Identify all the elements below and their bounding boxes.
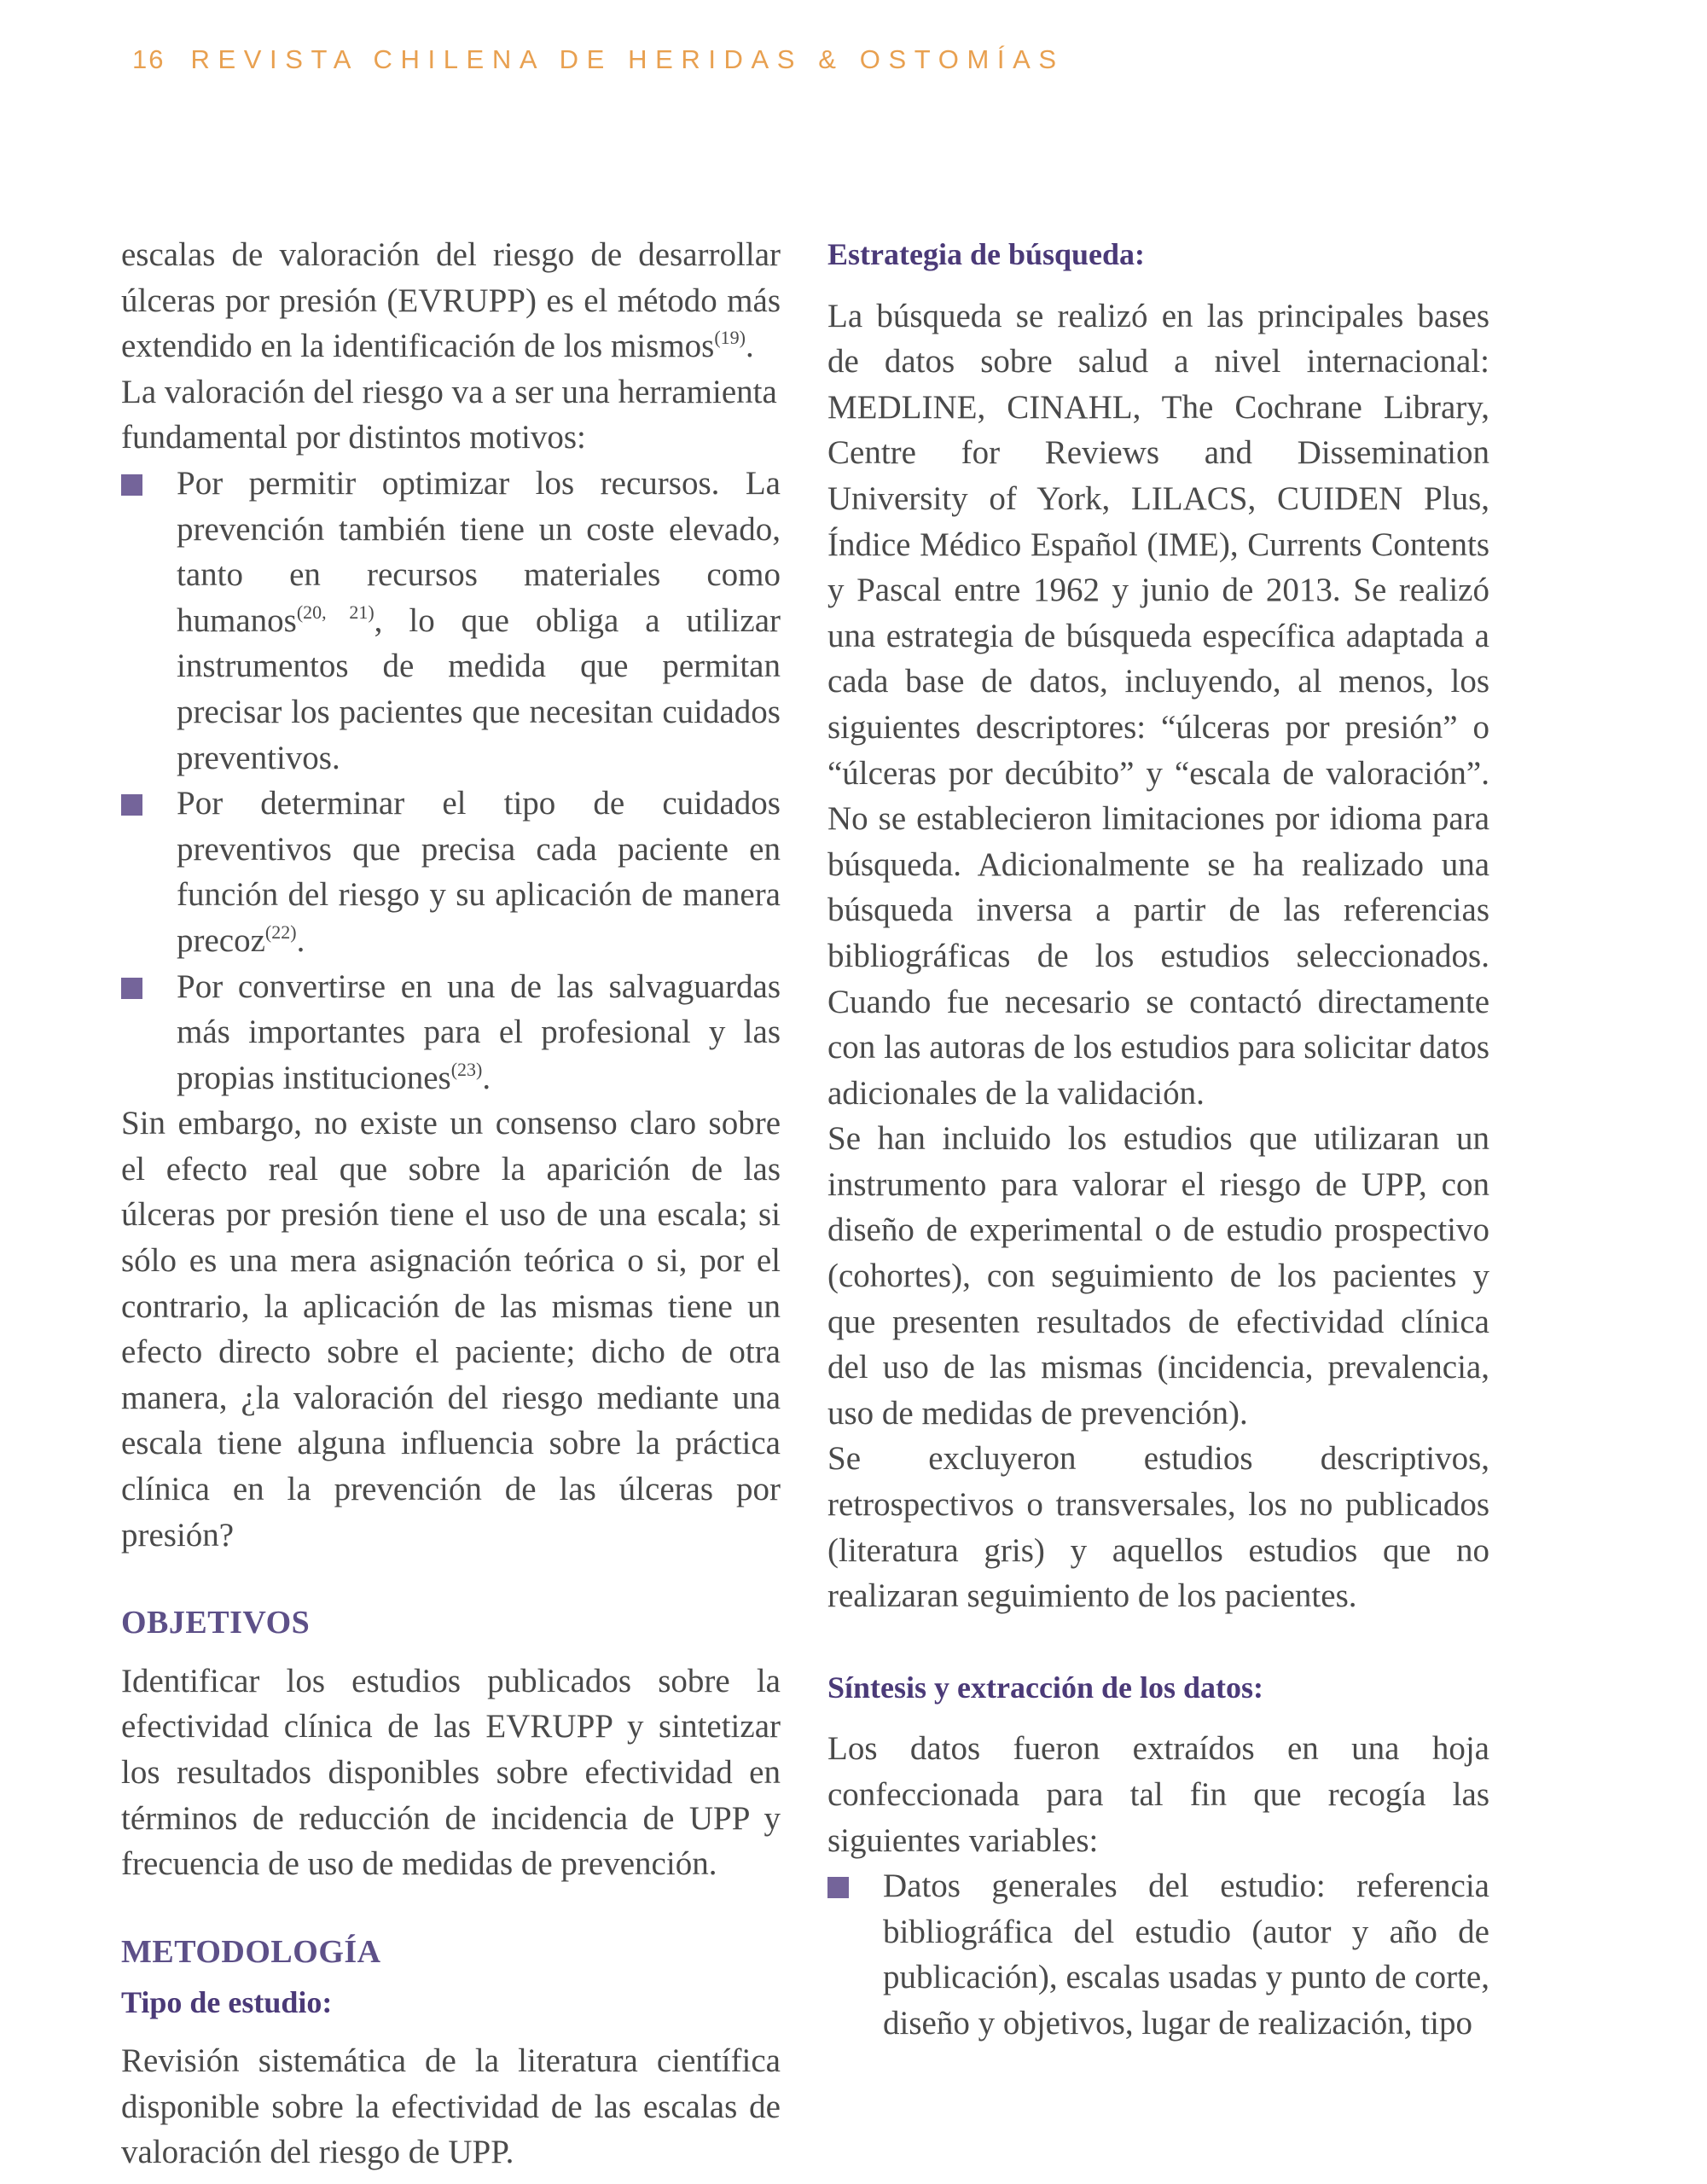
square-bullet-icon xyxy=(121,474,142,496)
bullet-text: Por convertirse en una de las salvaguardas más importantes para el profesional y las propias instituciones xyxy=(177,967,781,1096)
objetivos-paragraph: Identificar los estudios publicados sobre la efectividad clínica de las EVRUPP y sintetizar los resultados disponibles sobre efectividad en términos de reducción de incidencia de UPP y frecuencia de uso de medidas de prevención. xyxy=(121,1662,781,1883)
running-head xyxy=(132,44,1065,75)
list-item xyxy=(121,781,781,963)
intro-end: . xyxy=(746,328,754,365)
bullet-text-after: . xyxy=(482,1059,491,1096)
square-bullet-icon xyxy=(121,794,142,816)
motives-list xyxy=(121,461,781,1101)
estrategia-paragraph-2: Se han incluido los estudios que utilizaran un instrumento para valorar el riesgo de UPP, con diseño de experimental o de estudio prospectivo (cohortes), con seguimiento de los pacientes y que presenten resultados de efectividad clínica del uso de las mismas (incidencia, prevalencia, uso de medidas de prevención). xyxy=(827,1120,1489,1432)
bullet-text-after: . xyxy=(296,921,305,959)
citation-ref: (19) xyxy=(714,327,746,349)
motives-intro: La valoración del riesgo va a ser una herramienta fundamental por distintos motivos: xyxy=(121,373,777,456)
section-heading-metodologia: METODOLOGÍA xyxy=(121,1933,381,1970)
sintesis-paragraph: Los datos fueron extraídos en una hoja confeccionada para tal fin que recogía las siguientes variables: xyxy=(827,1730,1489,1859)
subheading-tipo-estudio: Tipo de estudio: xyxy=(121,1985,333,2020)
square-bullet-icon xyxy=(121,978,142,999)
bullet-text: Por determinar el tipo de cuidados preventivos que precisa cada paciente en función del riesgo y su aplicación de manera precoz xyxy=(177,785,781,959)
section-heading-objetivos: OBJETIVOS xyxy=(121,1605,311,1641)
intro-paragraph xyxy=(121,232,781,369)
question-paragraph: Sin embargo, no existe un consenso claro sobre el efecto real que sobre la aparición de las úlceras por presión tiene el uso de una escala; si sólo es una mera asignación teórica o si, por el contrario, la aplicación de las mismas tiene un efecto directo sobre el paciente; dicho de otra manera, ¿la valoración del riesgo mediante una escala tiene alguna influencia sobre la práctica clínica en la prevención de las úlceras por presión? xyxy=(121,1105,781,1554)
subheading-sintesis: Síntesis y extracción de los datos: xyxy=(827,1670,1263,1705)
estrategia-paragraph-3: Se excluyeron estudios descriptivos, retrospectivos o transversales, los no publicados (literatura gris) y aquellos estudios que no realizaran seguimiento de los pacientes. xyxy=(827,1440,1489,1615)
bullet-text-after: , lo que obliga a utilizar instrumentos de medida que permitan precisar los pacientes que necesitan cuidados preventivos. xyxy=(177,601,781,776)
list-item xyxy=(121,964,781,1101)
bullet-text: Datos generales del estudio: referencia bibliográfica del estudio (autor y año de publicación), escalas usadas y punto de corte, diseño y objetivos, lugar de realización, tipo xyxy=(883,1867,1489,2042)
page-number: 16 xyxy=(132,44,165,74)
journal-title: REVISTA CHILENA DE HERIDAS & OSTOMÍAS xyxy=(190,44,1065,74)
right-column xyxy=(827,232,1489,2047)
list-item xyxy=(121,461,781,781)
estrategia-paragraph-1: La búsqueda se realizó en las principales bases de datos sobre salud a nivel internacional: MEDLINE, CINAHL, The Cochrane Library, Centre for Reviews and Dissemination University of York, LILACS, CUIDEN Plus, Índice Médico Español (IME), Currents Contents y Pascal entre 1962 y junio de 2013. Se realizó una estrategia de búsqueda específica adaptada a cada base de datos, incluyendo, al menos, los siguientes descriptores: “úlceras por presión” o “úlceras por decúbito” y “escala de valoración”. No se establecieron limitaciones por idioma para búsqueda. Adicionalmente se ha realizado una búsqueda inversa a partir de las referencias bibliográficas de los estudios seleccionados. Cuando fue necesario se contactó directamente con las autoras de los estudios para solicitar datos adicionales de la validación. xyxy=(827,297,1489,1112)
square-bullet-icon xyxy=(827,1877,849,1898)
citation-ref: (23) xyxy=(450,1058,483,1080)
variables-list xyxy=(827,1863,1489,2046)
subheading-estrategia: Estrategia de búsqueda: xyxy=(827,237,1146,271)
citation-ref: (20, 21) xyxy=(296,601,374,623)
tipo-estudio-paragraph: Revisión sistemática de la literatura científica disponible sobre la efectividad de las escalas de valoración del riesgo de UPP. xyxy=(121,2042,781,2171)
citation-ref: (22) xyxy=(264,921,297,943)
left-column xyxy=(121,232,781,2175)
bullet-text: Por permitir optimizar los recursos. La prevención también tiene un coste elevado, tanto en recursos materiales como humanos xyxy=(177,464,781,639)
intro-text: escalas de valoración del riesgo de desarrollar úlceras por presión (EVRUPP) es el método más extendido en la identificación de los mismos xyxy=(121,236,781,365)
list-item xyxy=(827,1863,1489,2046)
